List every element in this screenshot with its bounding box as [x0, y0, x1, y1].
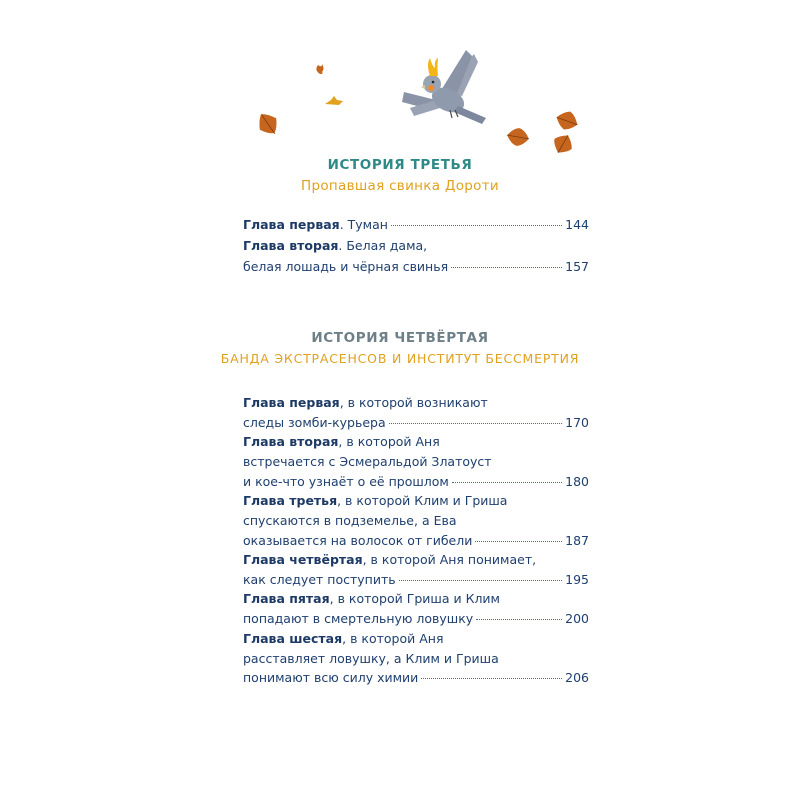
chapter-label: Глава первая [243, 217, 340, 232]
chapter-text: . Туман [339, 217, 388, 232]
chapter-label: Глава вторая [243, 238, 339, 253]
story3-title: ИСТОРИЯ ТРЕТЬЯ [327, 157, 473, 173]
chapter-text: , в которой Аня [338, 434, 440, 449]
chapter-text: как следует поступить [243, 572, 396, 587]
toc-line[interactable] [243, 452, 589, 472]
toc-line[interactable] [243, 511, 589, 531]
page-number: 206 [565, 670, 589, 685]
leader-dots [476, 618, 562, 620]
toc-line[interactable] [243, 432, 589, 452]
toc-line[interactable] [243, 570, 589, 590]
chapter-text: оказывается на волосок от гибели [243, 533, 473, 548]
page-number: 144 [565, 217, 589, 232]
chapter-label: Глава третья [243, 493, 338, 508]
chapter-text: . Белая дама, [338, 238, 428, 253]
page-number: 157 [565, 259, 589, 274]
story4-title: ИСТОРИЯ ЧЕТВЁРТАЯ [311, 330, 489, 346]
page-number: 180 [565, 474, 589, 489]
toc-line[interactable] [243, 668, 589, 688]
story3-subtitle: Пропавшая свинка Дороти [301, 178, 499, 194]
leader-dots [451, 266, 562, 268]
toc-line[interactable] [243, 257, 589, 277]
leader-dots [475, 540, 562, 542]
toc-line[interactable] [243, 531, 589, 551]
chapter-label: Глава первая [243, 395, 340, 410]
autumn-leaf-icon [549, 130, 576, 157]
leader-dots [452, 481, 562, 483]
page-number: 170 [565, 415, 589, 430]
toc-line[interactable] [243, 550, 589, 570]
toc-line[interactable] [243, 629, 589, 649]
chapter-text: спускаются в подземелье, а Ева [243, 513, 457, 528]
toc-line[interactable] [243, 491, 589, 511]
toc-line[interactable] [243, 413, 589, 433]
toc-line[interactable] [243, 472, 589, 492]
leader-dots [389, 422, 563, 424]
page-number: 187 [565, 533, 589, 548]
autumn-leaf-icon [506, 126, 531, 148]
autumn-leaf-icon [554, 108, 581, 133]
chapter-text: следы зомби-курьера [243, 415, 386, 430]
chapter-text: , в которой Гриша и Клим [329, 591, 500, 606]
chapter-label: Глава вторая [243, 434, 339, 449]
chapter-label: Глава шестая [243, 631, 343, 646]
chapter-text: , в которой Аня [342, 631, 444, 646]
leader-dots [399, 579, 563, 581]
chapter-text: и кое-что узнаёт о её прошлом [243, 474, 449, 489]
chapter-text: попадают в смертельную ловушку [243, 611, 474, 626]
chapter-label: Глава четвёртая [243, 552, 363, 567]
chapter-text: , в которой возникают [339, 395, 488, 410]
chapter-text: понимают всю силу химии [243, 670, 419, 685]
page-number: 200 [565, 611, 589, 626]
illustration [0, 0, 800, 170]
chapter-text: расставляет ловушку, а Клим и Гриша [243, 651, 499, 666]
chapter-text: встречается с Эсмеральдой Златоуст [243, 454, 492, 469]
page-number: 195 [565, 572, 589, 587]
toc-line[interactable] [243, 589, 589, 609]
leader-dots [421, 677, 562, 679]
toc-line[interactable] [243, 609, 589, 629]
autumn-leaf-icon [253, 108, 283, 139]
leader-dots [391, 224, 562, 226]
chapter-text: , в которой Аня понимает, [362, 552, 537, 567]
toc-line[interactable] [243, 393, 589, 413]
toc-line[interactable] [243, 215, 589, 235]
autumn-leaf-icon [325, 96, 343, 105]
story4-subtitle: БАНДА ЭКСТРАСЕНСОВ И ИНСТИТУТ БЕССМЕРТИЯ [220, 351, 580, 366]
toc-line[interactable] [243, 236, 589, 256]
toc-line[interactable] [243, 649, 589, 669]
chapter-text: , в которой Клим и Гриша [337, 493, 508, 508]
cockatiel-icon [402, 50, 486, 124]
chapter-label: Глава пятая [243, 591, 330, 606]
autumn-leaf-icon [316, 64, 323, 74]
chapter-text: белая лошадь и чёрная свинья [243, 259, 449, 274]
